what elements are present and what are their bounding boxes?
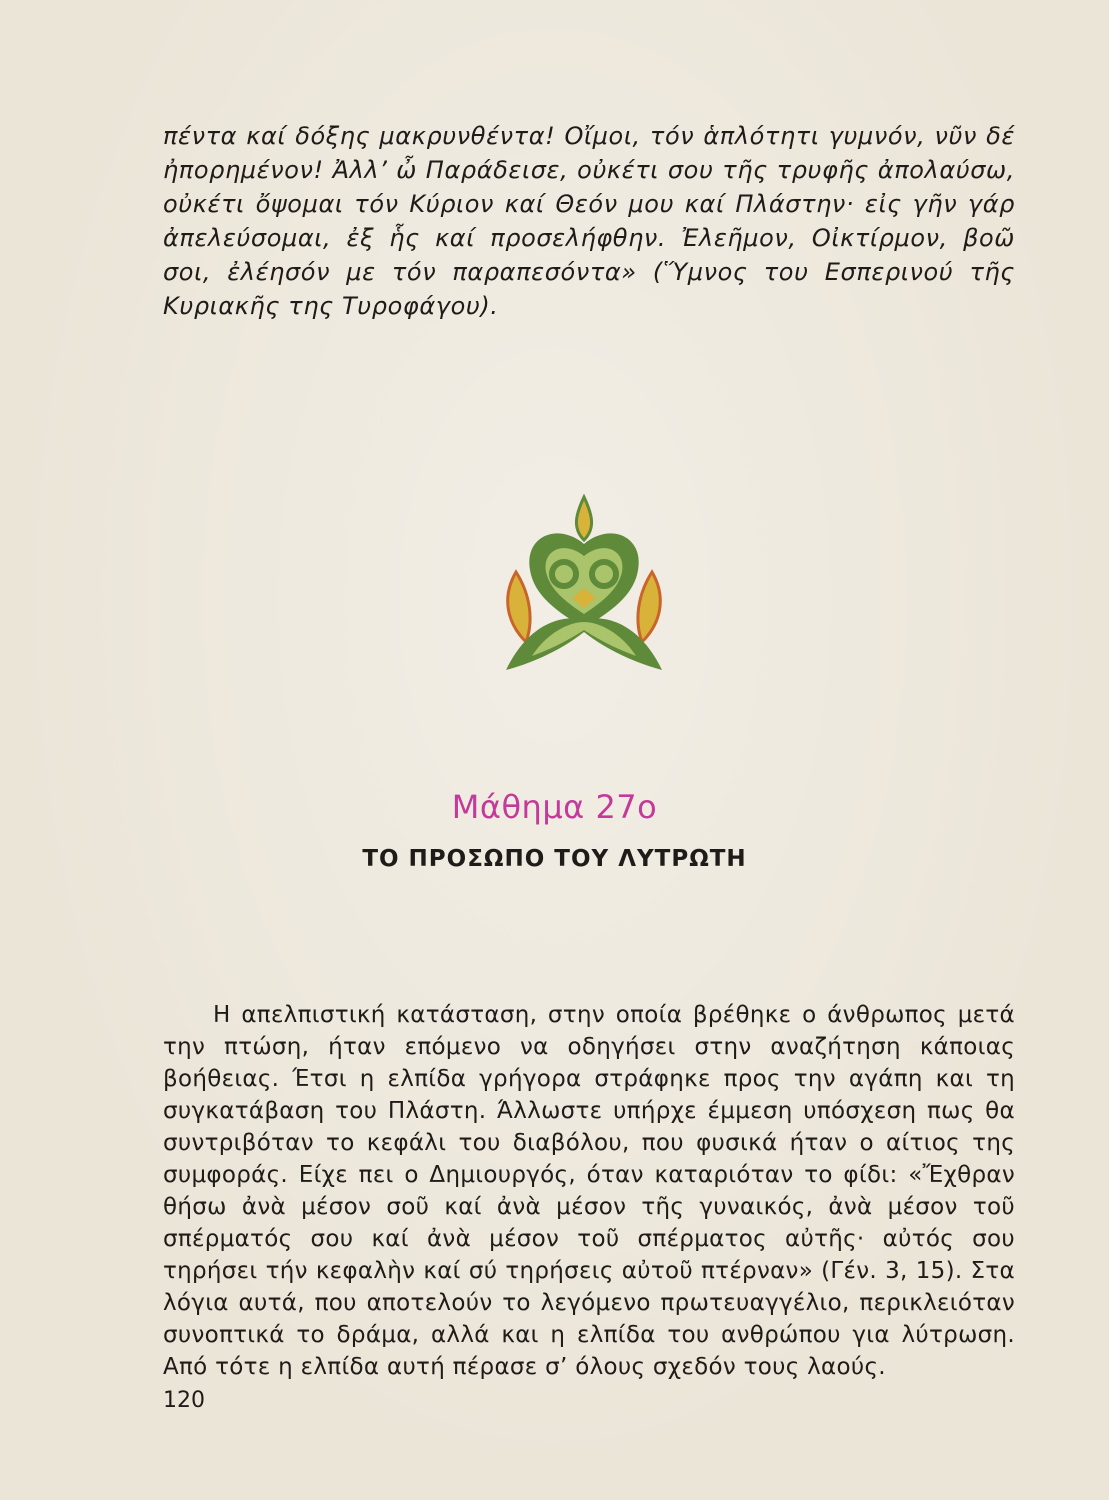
- hymn-quote: πέντα καί δόξης μακρυνθέντα! Οἴμοι, τόν ἁπλότητι γυμνόν, νῦν δέ ἠπορημένον! Ἀλλ’ ὦ Παράδεισε, οὐκέτι σου τῆς τρυφῆς ἀπολαύσω, οὐκέτι ὄψομαι τόν Κύριον καί Θεόν μου καί Πλάστην· εἰς γῆν γάρ ἀπελεύσομαι, ἐξ ἧς καί προσελήφθην. Ἐλεῆμον, Οἰκτίρμον, βοῶ σοι, ἐλέησόν με τόν παραπεσόντα» (Ὕμνος του Εσπερινού τῆς Κυριακῆς της Τυροφάγου).: [163, 122, 1015, 320]
- lesson-title: ΤΟ ΠΡΟΣΩΠΟ ΤΟΥ ΛΥΤΡΩΤΗ: [362, 846, 747, 872]
- lesson-number: Μάθημα 27ο: [451, 788, 658, 826]
- floral-ornament-icon: [484, 492, 684, 692]
- page-number: 120: [163, 1388, 205, 1413]
- lesson-body-paragraph: Η απελπιστική κατάσταση, στην οποία βρέθηκε ο άνθρωπος μετά την πτώση, ήταν επόμενο να οδηγήσει στην αναζήτηση κάποιας βοήθειας. Έτσι η ελπίδα γρήγορα στράφηκε προς την αγάπη και τη συγκατάβαση του Πλάστη. Άλλωστε υπήρχε έμμεση υπόσχεση πως θα συντριβόταν το κεφάλι του διαβόλου, που φυσικά ήταν ο αίτιος της συμφοράς. Είχε πει ο Δημιουργός, όταν καταριόταν το φίδι: «Ἔχθραν θήσω ἀνὰ μέσον σοῦ καί ἀνὰ μέσον τῆς γυναικός, ἀνὰ μέσον τοῦ σπέρματός σου καί ἀνὰ μέσον τοῦ σπέρματος αὐτῆς· αὐτός σου τηρήσει τήν κεφαλὴν καί σύ τηρήσεις αὐτοῦ πτέρναν» (Γέν. 3, 15). Στα λόγια αυτά, που αποτελούν το λεγόμενο πρωτευαγγέλιο, περικλειόταν συνοπτικά το δράμα, αλλά και η ελπίδα του ανθρώπου για λύτρωση. Από τότε η ελπίδα αυτή πέρασε σ’ όλους σχεδόν τους λαούς.: [163, 1002, 1015, 1380]
